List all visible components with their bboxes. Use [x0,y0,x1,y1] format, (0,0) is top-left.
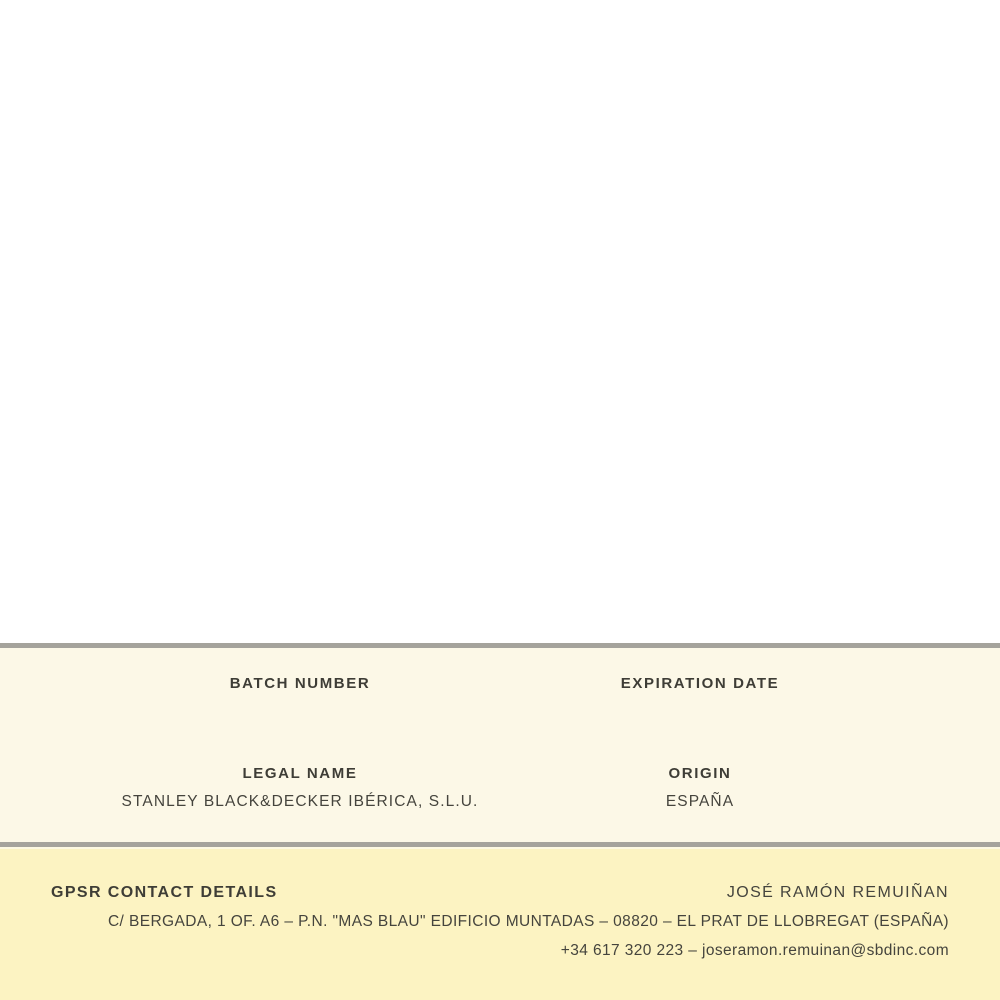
contact-phone-email: +34 617 320 223 – joseramon.remuinan@sbdinc.com [560,942,949,959]
origin-field [500,764,900,811]
legal-name-label: LEGAL NAME [242,765,358,782]
gpsr-contact-section [0,849,1000,1000]
legal-name-value: STANLEY BLACK&DECKER IBÉRICA, S.L.U. [121,793,479,810]
product-info-section [0,648,1000,842]
contact-person-name: JOSÉ RAMÓN REMUIÑAN [726,884,949,901]
expiration-date-label: EXPIRATION DATE [620,675,780,692]
expiration-date-field [500,674,900,693]
contact-address: C/ BERGADA, 1 OF. A6 – P.N. "MAS BLAU" EDIFICIO MUNTADAS – 08820 – EL PRAT DE LLOBREGAT (ESPAÑA) [107,913,949,930]
legal-origin-row [100,764,900,811]
contact-header-row [51,883,949,903]
batch-number-field [100,674,500,693]
origin-label: ORIGIN [668,765,732,782]
origin-value: ESPAÑA [665,793,735,810]
batch-number-label: BATCH NUMBER [229,675,371,692]
gpsr-contact-details-title: GPSR CONTACT DETAILS [51,884,278,901]
legal-name-field [100,764,500,811]
batch-expiration-row [100,674,900,693]
